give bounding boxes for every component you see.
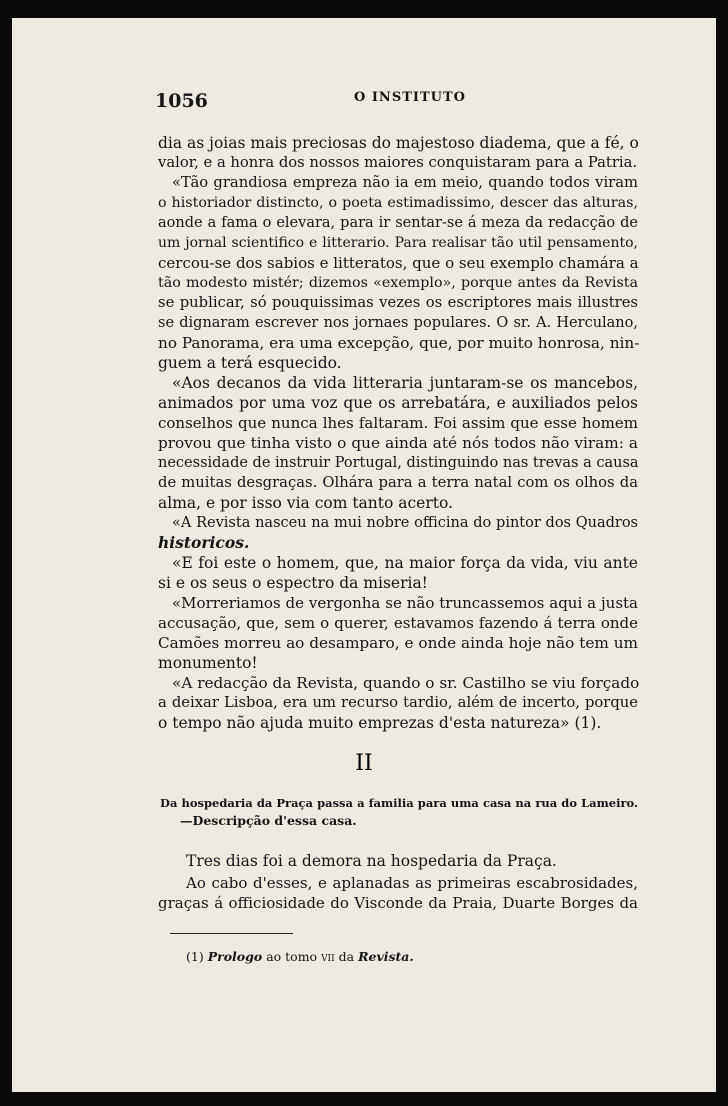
scanned-page xyxy=(12,18,716,1092)
footnote-title: Prologo xyxy=(207,949,263,964)
footnote-marker: (1) xyxy=(186,949,204,964)
text-line: tão modesto mistér; dizemos «exemplo», porque antes da Revista xyxy=(158,275,638,291)
section-numeral: II xyxy=(355,751,373,776)
text-line: no Panorama, era uma excepção, que, por muito honrosa, nin- xyxy=(158,334,640,352)
text-line: Ao cabo d'esses, e aplanadas as primeiras escabrosidades, xyxy=(186,874,638,892)
text-line: cercou-se dos sabios e litteratos, que o seu exemplo chamára a xyxy=(158,254,639,272)
text-line: «Aos decanos da vida litteraria juntaram-se os mancebos, xyxy=(172,374,638,392)
footnote-text: da xyxy=(338,949,355,964)
text-line: de muitas desgraças. Olhára para a terra natal com os olhos da xyxy=(158,474,638,491)
text-line: animados por uma voz que os arrebatára, e auxiliados pelos xyxy=(158,394,638,412)
text-line: um jornal scientifico e litterario. Para realisar tão util pensamento, xyxy=(158,235,638,251)
text-line: valor, e a honra dos nossos maiores conquistaram para a Patria. xyxy=(158,154,638,171)
text-line: monumento! xyxy=(158,654,258,672)
text-line: Tres dias foi a demora na hospedaria da Praça. xyxy=(186,852,557,870)
text-line: se dignaram escrever nos jornaes populares. O sr. A. Herculano, xyxy=(158,315,638,331)
main-text-continued xyxy=(158,18,638,738)
text-line: se publicar, só pouquissimas vezes os escriptores mais illustres xyxy=(158,294,638,311)
text-line: «Tão grandiosa empreza não ia em meio, quando todos viram xyxy=(172,174,638,191)
text-line: necessidade de instruir Portugal, distinguindo nas trevas a causa xyxy=(158,455,639,471)
text-line: guem a terá esquecido. xyxy=(158,354,342,372)
footnote xyxy=(186,949,586,964)
text-line: o historiador distincto, o poeta estimadissimo, descer das alturas, xyxy=(158,195,638,211)
running-title: O INSTITUTO xyxy=(354,90,466,105)
text-line: «E foi este o homem, que, na maior força da vida, viu ante xyxy=(172,554,638,572)
footnote-source: Revista. xyxy=(358,949,414,964)
text-line: graças á officiosidade do Visconde da Praia, Duarte Borges da xyxy=(158,894,638,912)
text-line: historicos. xyxy=(158,533,250,552)
text-line: alma, e por isso via com tanto acerto. xyxy=(158,494,453,512)
text-line: provou que tinha visto o que ainda até nós todos não viram: a xyxy=(158,434,638,452)
text-line: o tempo não ajuda muito emprezas d'esta natureza» (1). xyxy=(158,714,602,732)
text-line: conselhos que nunca lhes faltaram. Foi assim que esse homem xyxy=(158,414,638,432)
footnote-text: ao tomo xyxy=(266,949,318,964)
text-line: «A Revista nasceu na mui nobre officina do pintor dos Quadros xyxy=(172,515,638,531)
summary-line: Da hospedaria da Praça passa a familia para uma casa na rua do Lameiro. xyxy=(160,796,638,810)
footnote-volume: vii xyxy=(321,949,335,964)
text-line: «Morreriamos de vergonha se não truncassemos aqui a justa xyxy=(172,594,638,612)
summary-line: —Descripção d'essa casa. xyxy=(180,813,357,828)
footnote-divider xyxy=(170,933,293,934)
text-line: si e os seus o espectro da miseria! xyxy=(158,574,428,592)
text-line: «A redacção da Revista, quando o sr. Castilho se viu forçado xyxy=(172,674,640,692)
text-line: accusação, que, sem o querer, estavamos fazendo á terra onde xyxy=(158,614,638,632)
page-number: 1056 xyxy=(155,90,208,112)
text-line: dia as joias mais preciosas do majestoso diadema, que a fé, o xyxy=(158,134,639,152)
text-line: a deixar Lisboa, era um recurso tardio, além de incerto, porque xyxy=(158,694,638,711)
text-line: Camões morreu ao desamparo, e onde ainda hoje não tem um xyxy=(158,634,638,652)
text-line: aonde a fama o elevara, para ir sentar-se á meza da redacção de xyxy=(158,215,638,231)
